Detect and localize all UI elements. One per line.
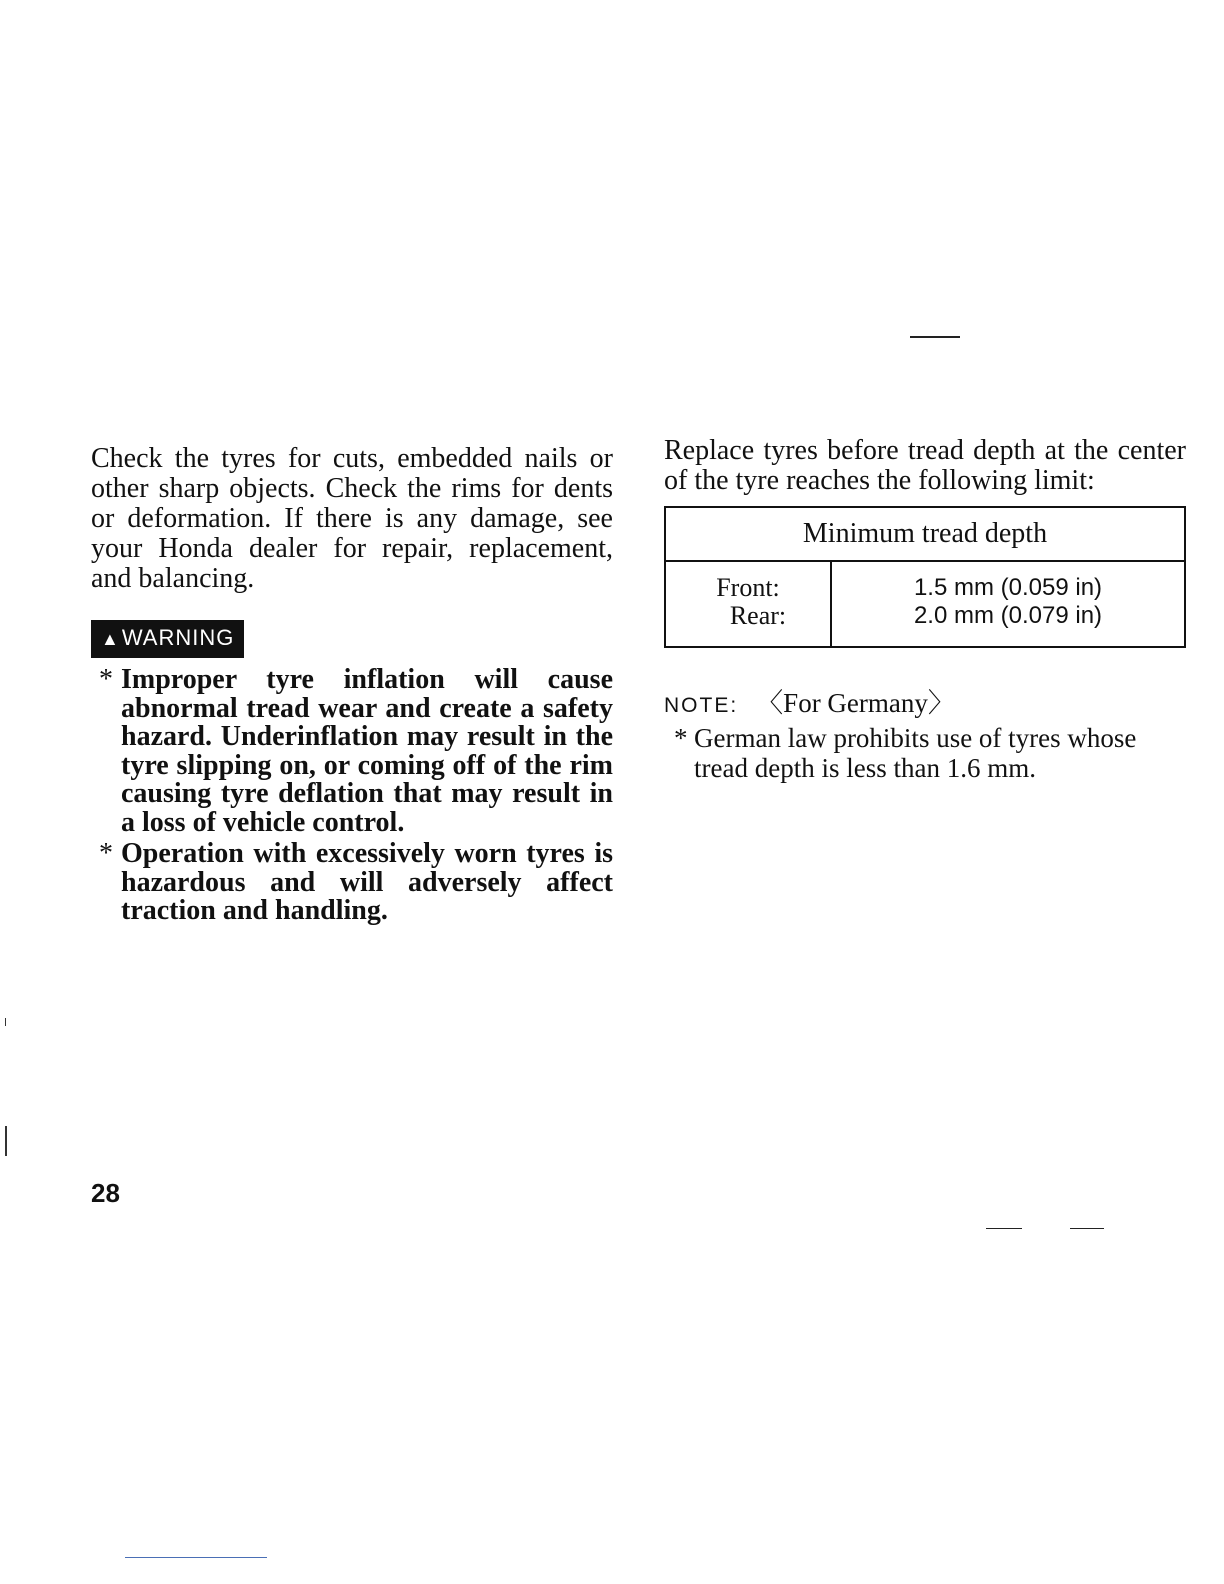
left-column [91, 444, 613, 929]
asterisk-bullet-icon: * [99, 664, 113, 695]
front-label: Front: [716, 573, 780, 602]
warning-badge [91, 620, 244, 658]
warning-item [91, 666, 613, 837]
note-label: NOTE: [664, 694, 739, 717]
note-section [664, 688, 1186, 783]
note-list [664, 723, 1186, 783]
note-item [664, 723, 1186, 783]
warning-item-text: Improper tyre inflation will cause abnormal tread wear and create a safety hazard. Underinflation may result in the tyre slipping on, or coming off of the rim causing tyre deflation that may result in a loss of vehicle control. [121, 664, 613, 838]
warning-list [91, 666, 613, 926]
replace-tyres-paragraph: Replace tyres before tread depth at the center of the tyre reaches the following limit: [664, 435, 1186, 496]
table-header: Minimum tread depth [665, 507, 1185, 561]
warning-item [91, 840, 613, 926]
scan-line-top [910, 336, 960, 338]
tread-depth-table [664, 506, 1186, 648]
asterisk-bullet-icon: * [99, 838, 113, 869]
scan-edge-mark-2 [5, 1126, 7, 1156]
rear-value: 2.0 mm (0.079 in) [913, 602, 1103, 629]
scan-edge-mark-1 [5, 1018, 6, 1026]
asterisk-bullet-icon: * [674, 723, 688, 753]
page-number: 28 [91, 1178, 120, 1208]
tyre-check-paragraph: Check the tyres for cuts, embedded nails or other sharp objects. Check the rims for dents or deformation. If there is any damage, see your Honda dealer for repair, replacement, and balancing. [91, 443, 613, 594]
row-values-cell [831, 561, 1185, 647]
warning-label: WARNING [121, 625, 235, 650]
table-row [665, 561, 1185, 647]
note-region: 〈For Germany〉 [756, 688, 955, 718]
scan-line-footer [125, 1557, 267, 1558]
row-labels-cell [665, 561, 831, 647]
warning-triangle-icon: ▲ [101, 629, 120, 649]
scan-line-bottom-1 [986, 1228, 1022, 1229]
right-column [664, 436, 1186, 783]
scan-line-bottom-2 [1070, 1228, 1104, 1229]
front-value: 1.5 mm (0.059 in) [913, 574, 1103, 601]
note-item-text: German law prohibits use of tyres whose tread depth is less than 1.6 mm. [694, 723, 1137, 783]
rear-label: Rear: [729, 601, 787, 630]
warning-item-text: Operation with excessively worn tyres is hazardous and will adversely affect traction and handling. [121, 838, 613, 926]
